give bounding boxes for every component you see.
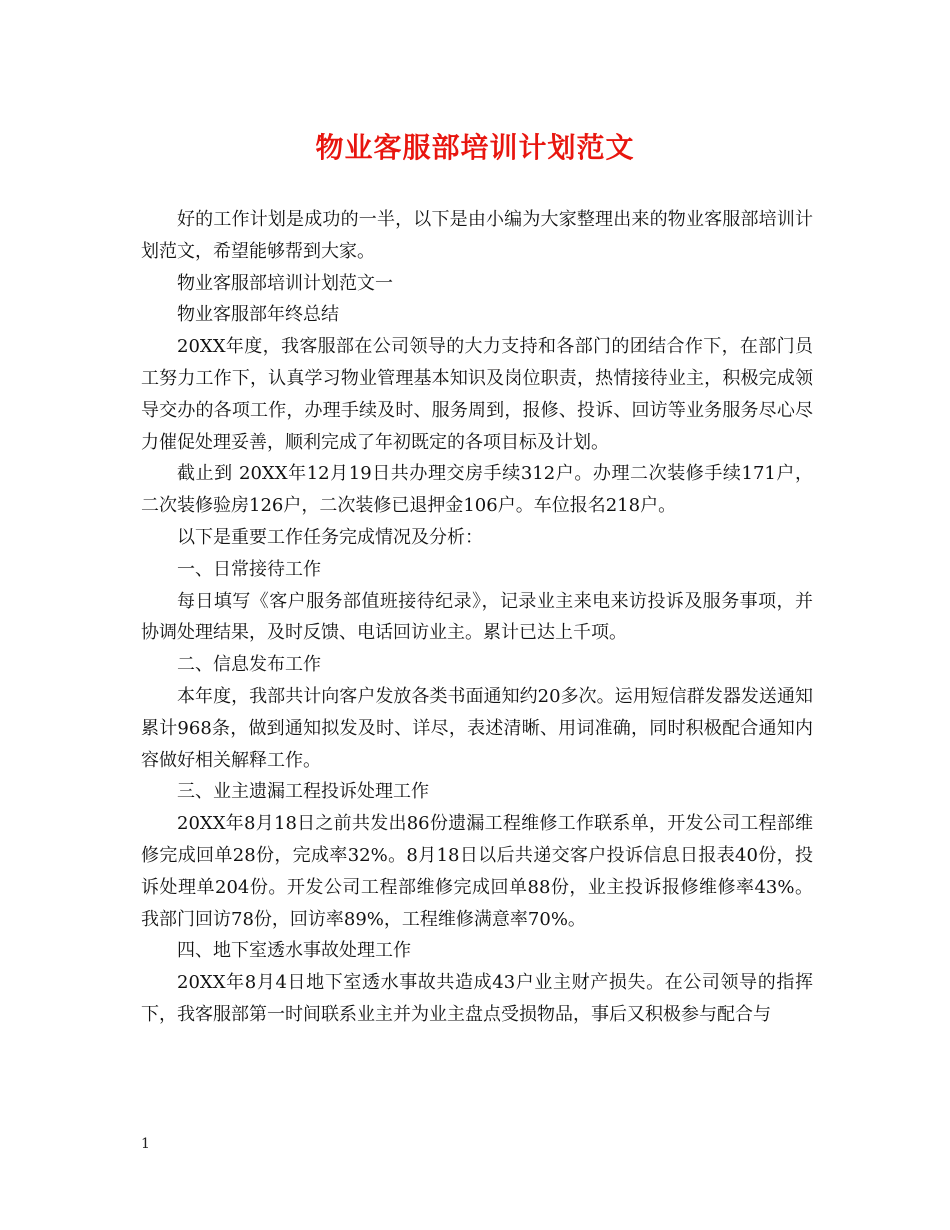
paragraph: 每日填写《客户服务部值班接待纪录》，记录业主来电来访投诉及服务事项，并协调处理结果，及时反馈、电话回访业主。累计已达上千项。: [141, 590, 813, 644]
section-heading: 二、信息发布工作: [177, 654, 321, 676]
section-heading: 物业客服部年终总结: [177, 304, 339, 326]
paragraph: 20XX年8月4日地下室透水事故共造成43户业主财产损失。在公司领导的指挥下，我客服部第一时间联系业主并为业主盘点受损物品，事后又积极参与配合与: [141, 972, 813, 1025]
paragraph: 以下是重要工作任务完成情况及分析：: [177, 526, 483, 548]
paragraph: 本年度，我部共计向客户发放各类书面通知约20多次。运用短信群发器发送通知累计968条，做到通知拟发及时、详尽，表述清晰、用词准确，同时积极配合通知内容做好相关解释工作。: [141, 685, 813, 771]
section-heading: 三、业主遗漏工程投诉处理工作: [177, 781, 429, 803]
paragraph: 20XX年8月18日之前共发出86份遗漏工程维修工作联系单，开发公司工程部维修完成回单28份，完成率32%。8月18日以后共递交客户投诉信息日报表40份，投诉处理单204份。开发公司工程部维修完成回单88份，业主投诉报修维修率43%。我部门回访78份，回访率89%，工程维修满意率70%。: [141, 813, 813, 930]
paragraph: 20XX年度，我客服部在公司领导的大力支持和各部门的团结合作下，在部门员工努力工作下，认真学习物业管理基本知识及岗位职责，热情接待业主，积极完成领导交办的各项工作，办理手续及时、服务周到，报修、投诉、回访等业务服务尽心尽力催促处理妥善，顺利完成了年初既定的各项目标及计划。: [141, 336, 813, 453]
document-body: [141, 204, 813, 1031]
section-heading: 四、地下室透水事故处理工作: [177, 940, 411, 962]
section-heading: 一、日常接待工作: [177, 558, 321, 580]
paragraph: 好的工作计划是成功的一半，以下是由小编为大家整理出来的物业客服部培训计划范文，希望能够帮到大家。: [141, 209, 813, 262]
document-title: 物业客服部培训计划范文: [315, 131, 635, 164]
page-number: 1: [141, 1136, 150, 1152]
paragraph: 截止到 20XX年12月19日共办理交房手续312户。办理二次装修手续171户，二次装修验房126户，二次装修已退押金106户。车位报名218户。: [141, 463, 813, 517]
section-heading: 物业客服部培训计划范文一: [177, 272, 393, 294]
